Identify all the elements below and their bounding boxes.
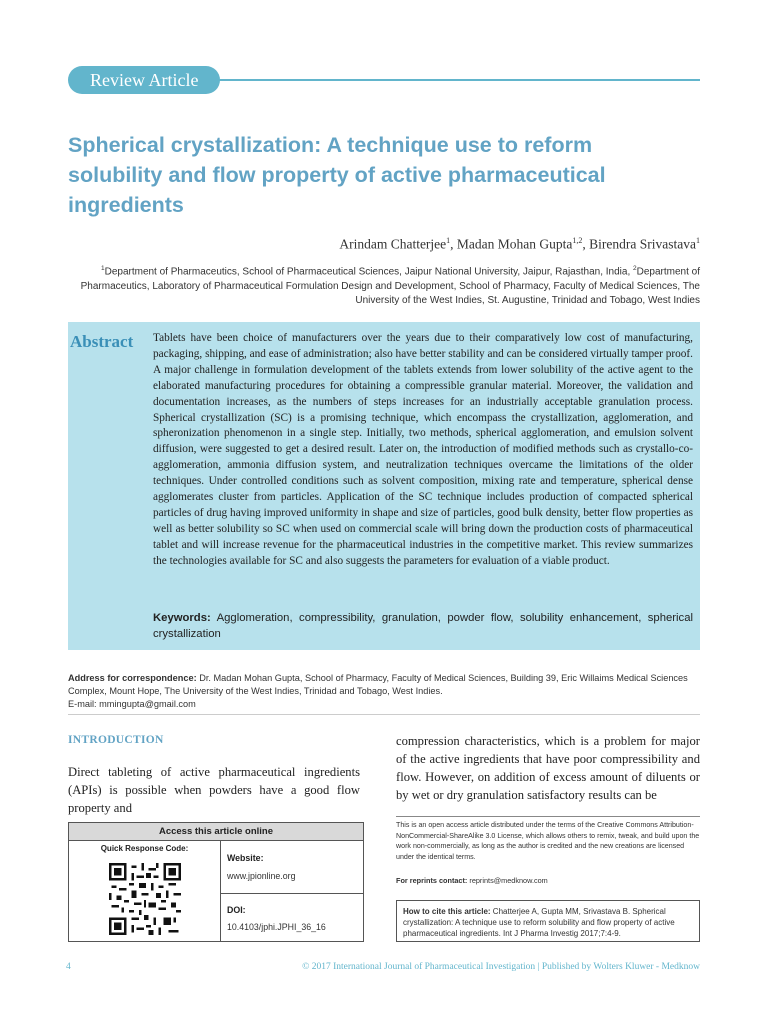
abstract-text: Tablets have been choice of manufacturers over the years due to their comparatively low cost of manufacturing, packaging, shipping, and ease of administration; also have better stability and can be considered virtually tamper proof. A major challenge in formulation development of the tablets extends from lower solubility of the active agent to the elaborated manufacturing procedures for obtaining a compressible granular material. Moreover, the validation and documentation increases, as the numbers of steps increases for an industrially acceptable granulation process. Spherical crystallization (SC) is a promising technique, which encompass the crystallization, agglomeration, and spheronization phenomenon in a single step. Initially, two methods, spherical agglomeration, and emulsion solvent diffusion, were suggested to get a desired result. Later on, the introduction of modified methods such as crystallo-co-agglomeration, ammonia diffusion system, and neutralization techniques overcame the limitations of the older techniques. Under controlled conditions such as solvent composition, mixing rate and temperature, spherical dense agglomerates cluster from particles. Application of the SC technique includes production of compacted spherical particles of drug having improved uniformity in shape and size of particles, good bulk density, better flow properties as well as better solubility so SC when used on commercial scale will bring down the production costs of pharmaceutical tablet and will increase revenue for the pharmaceutical industries in the competitive market. This review summarizes the technologies available for SC and also suggests the parameters for evaluation of a viable product.	[153, 332, 693, 567]
citation-box	[396, 900, 700, 942]
author-name[interactable]: Arindam Chatterjee	[339, 236, 447, 252]
author-separator: ,	[450, 236, 457, 252]
affiliations	[68, 262, 700, 309]
citation-label: How to cite this article:	[403, 907, 491, 916]
affiliation-sup-2: 2	[633, 265, 637, 272]
divider	[68, 714, 700, 715]
qr-code-icon[interactable]	[109, 863, 181, 935]
affiliation-2: Department of Pharmaceutics, Laboratory of Pharmaceutical Formulation Design and Development, School of Pharmacy, Faculty of Medical Sciences, The University of the West Indies, St. Augustine, Trinidad and Tobago, West Indies	[80, 266, 700, 307]
access-heading: Access this article online	[69, 823, 363, 841]
footer-copyright: © 2017 International Journal of Pharmaceutical Investigation | Published by Wolters Kluwer - Medknow	[302, 962, 700, 972]
cell-divider	[221, 893, 363, 894]
citation-text: Chatterjee A, Gupta MM, Srivastava B. Spherical crystallization: A technique use to reform solubility and flow property of active pharmaceutical ingredients. Int J Pharma Investig 2017;7:4-9.	[403, 907, 675, 938]
reprints-email[interactable]: reprints@medknow.com	[467, 876, 548, 885]
correspondence-label: Address for correspondence:	[68, 673, 197, 683]
introduction-heading: INTRODUCTION	[68, 734, 164, 746]
correspondence-address: Dr. Madan Mohan Gupta, School of Pharmacy, Faculty of Medical Sciences, Building 39, Eric Willaims Medical Sciences Complex, Mount Hope, The University of the West Indies, Trinidad and Tobago, West Indies.	[68, 673, 688, 696]
author-name[interactable]: Madan Mohan Gupta	[456, 236, 573, 252]
license-divider	[396, 816, 700, 817]
article-type-badge: Review Article	[68, 66, 220, 94]
article-title: Spherical crystallization: A technique use to reform solubility and flow property of active pharmaceutical ingredients	[68, 133, 606, 217]
website-label: Website:	[227, 853, 264, 863]
access-online-box	[68, 822, 364, 942]
page-number: 4	[66, 962, 71, 972]
author-affiliation-sup: 1	[696, 236, 700, 245]
author-affiliation-sup: 1,2	[572, 236, 583, 245]
author-separator: ,	[582, 236, 590, 252]
author-name[interactable]: Birendra Srivastava	[589, 236, 696, 252]
author-affiliation-sup: 1	[446, 236, 451, 245]
correspondence	[68, 672, 708, 711]
qr-cell	[69, 841, 221, 941]
doi-link[interactable]: 10.4103/jphi.JPHI_36_16	[227, 922, 326, 932]
access-info-cell	[221, 841, 363, 941]
keywords-list: Agglomeration, compressibility, granulation, powder flow, solubility enhancement, spherical crystallization	[153, 612, 693, 640]
introduction-paragraph-left: Direct tableting of active pharmaceutical ingredients (APIs) is possible when powders have a good flow property and	[68, 765, 360, 815]
abstract-box	[68, 322, 700, 650]
author-list	[339, 236, 700, 253]
reprints-label: For reprints contact:	[396, 876, 468, 885]
keywords	[153, 611, 693, 642]
header-rule	[210, 79, 700, 81]
introduction-paragraph-right: compression characteristics, which is a problem for major of the active ingredients that have poor compressibility and flow. However, on addition of excess amount of diluents or by wet or dry granulation satisfactory results can be	[396, 734, 700, 802]
license-text: This is an open access article distributed under the terms of the Creative Commons Attribution-NonCommercial-ShareAlike 3.0 License, which allows others to remix, tweak, and build upon the work non-commercially, as long as the author is credited and the new creations are licensed under the identical terms.	[396, 821, 700, 861]
doi-label: DOI:	[227, 905, 246, 915]
qr-label: Quick Response Code:	[100, 844, 189, 853]
website-link[interactable]: www.jpionline.org	[227, 871, 296, 881]
affiliation-1: Department of Pharmaceutics, School of Pharmaceutical Sciences, Jaipur National University, Jaipur, Rajasthan, India,	[104, 266, 633, 278]
affiliation-sup-1: 1	[100, 265, 105, 272]
correspondence-email[interactable]: E-mail: mmingupta@gmail.com	[68, 699, 196, 709]
reprints	[396, 876, 548, 885]
abstract-heading: Abstract	[70, 332, 134, 351]
keywords-label: Keywords:	[153, 612, 211, 624]
